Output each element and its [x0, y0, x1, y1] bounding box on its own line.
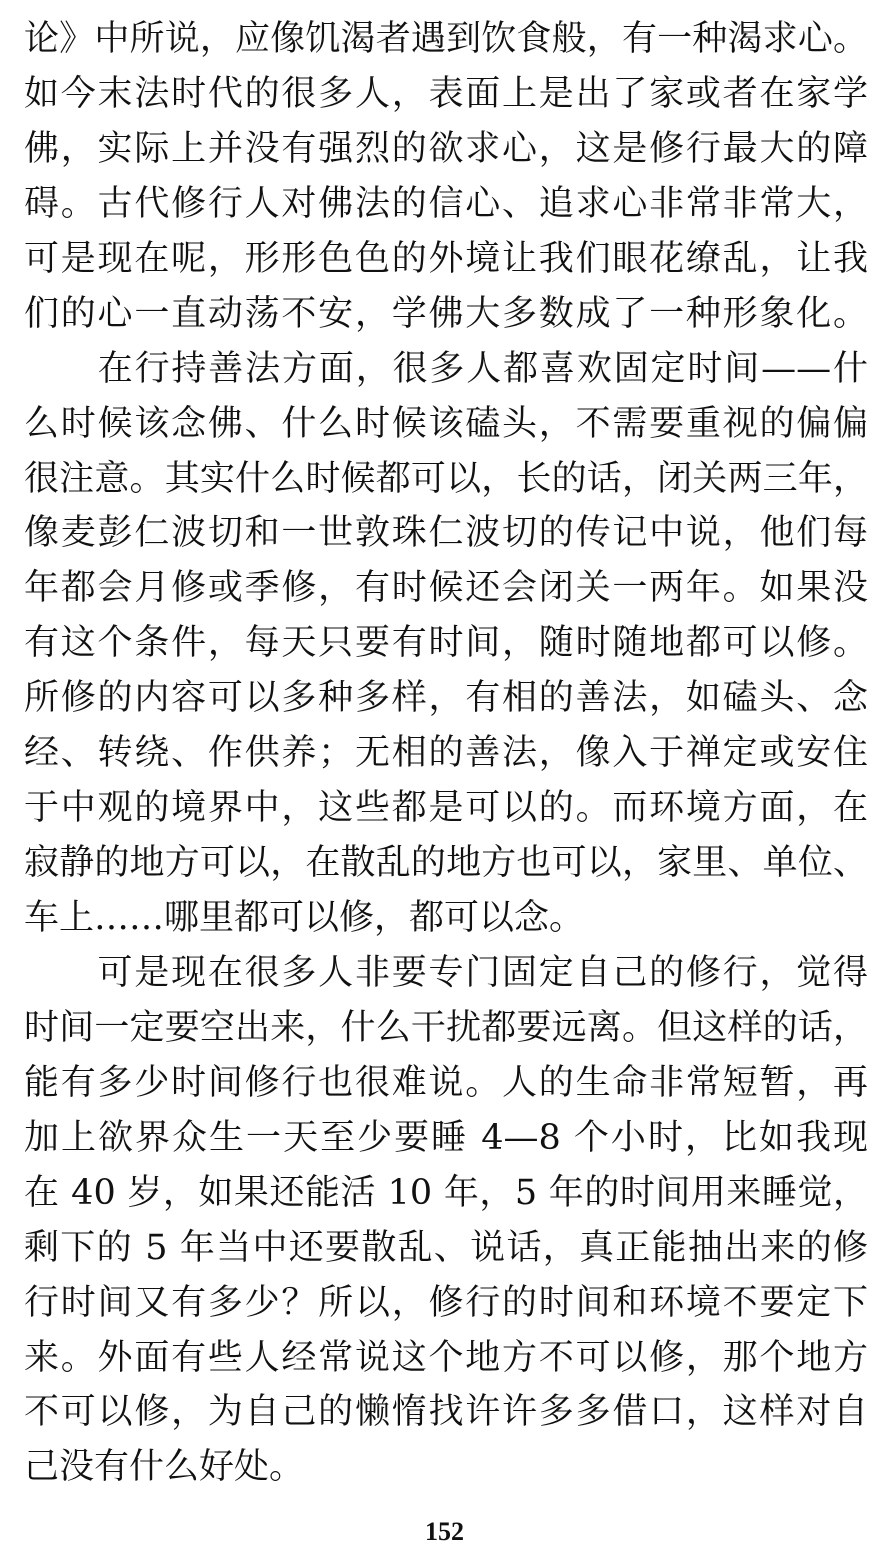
text-line: 碍。古代修行人对佛法的信心、追求心非常非常大， — [24, 183, 868, 224]
text-line: 佛，实际上并没有强烈的欲求心，这是修行最大的障 — [24, 128, 868, 169]
page-number: 152 — [425, 1517, 464, 1546]
text-line: 不可以修，为自己的懒惰找许许多多借口，这样对自 — [24, 1392, 868, 1433]
text-line: 经、转绕、作供养；无相的善法，像入于禅定或安住 — [24, 733, 868, 774]
text-line: 论》中所说，应像饥渴者遇到饮食般，有一种渴求心。 — [24, 19, 868, 59]
text-line: 年都会月修或季修，有时候还会闭关一两年。如果没 — [24, 568, 868, 609]
text-line: 行时间又有多少？所以，修行的时间和环境不要定下 — [24, 1282, 868, 1323]
text-line: 在行持善法方面，很多人都喜欢固定时间——什 — [24, 348, 868, 389]
text-line: 己没有什么好处。 — [24, 1447, 305, 1488]
text-line: 可是现在很多人非要专门固定自己的修行，觉得 — [24, 952, 868, 993]
text-line: 所修的内容可以多种多样，有相的善法，如磕头、念 — [24, 678, 868, 719]
text-line: 能有多少时间修行也很难说。人的生命非常短暂，再 — [24, 1062, 868, 1103]
text-line: 剩下的 5 年当中还要散乱、说话，真正能抽出来的修 — [24, 1227, 868, 1268]
text-line: 于中观的境界中，这些都是可以的。而环境方面，在 — [24, 788, 868, 829]
text-line: 寂静的地方可以，在散乱的地方也可以，家里、单位、 — [24, 843, 868, 884]
text-line: 在 40 岁，如果还能活 10 年，5 年的时间用来睡觉， — [24, 1172, 868, 1213]
text-line: 们的心一直动荡不安，学佛大多数成了一种形象化。 — [24, 293, 868, 334]
text-line: 么时候该念佛、什么时候该磕头，不需要重视的偏偏 — [24, 403, 868, 444]
text-line: 很注意。其实什么时候都可以，长的话，闭关两三年， — [24, 458, 868, 499]
body-text — [24, 12, 868, 1495]
text-line: 车上……哪里都可以修，都可以念。 — [24, 898, 585, 938]
text-line: 像麦彭仁波切和一世敦珠仁波切的传记中说，他们每 — [24, 513, 868, 554]
text-line: 有这个条件，每天只要有时间，随时随地都可以修。 — [24, 623, 868, 664]
text-line: 来。外面有些人经常说这个地方不可以修，那个地方 — [24, 1337, 868, 1378]
text-line: 加上欲界众生一天至少要睡 4—8 个小时，比如我现 — [24, 1117, 868, 1158]
text-line: 可是现在呢，形形色色的外境让我们眼花缭乱，让我 — [24, 238, 868, 279]
text-line: 如今末法时代的很多人，表面上是出了家或者在家学 — [24, 73, 868, 114]
text-line: 时间一定要空出来，什么干扰都要远离。但这样的话， — [24, 1007, 868, 1048]
